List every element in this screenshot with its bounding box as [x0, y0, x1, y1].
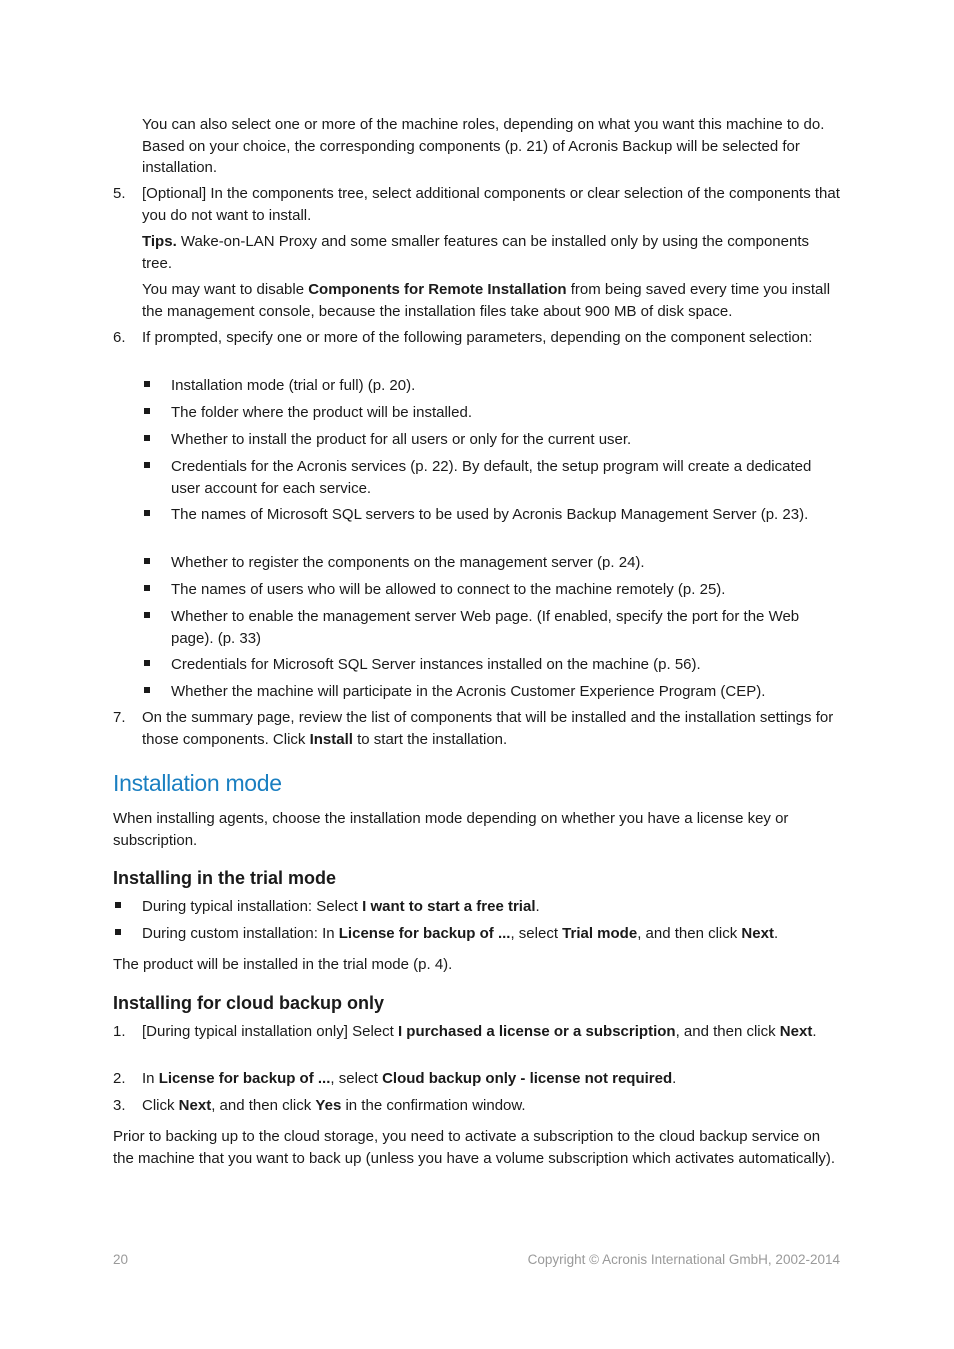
tips-label: Tips. — [142, 233, 177, 250]
trial-note: The product will be installed in the trial mode (p. 4). — [113, 956, 453, 973]
bullet-marker — [144, 462, 150, 468]
cloud-note: Prior to backing up to the cloud storage, you need to activate a subscription to the cloud backup service on the machine that you want to back up (unless you have a volume subscription which activates automatically). — [113, 1128, 836, 1167]
disable-text-pre: You may want to disable — [142, 281, 309, 298]
c2-post: . — [672, 1070, 677, 1087]
trial-b2-bold-3: Next — [741, 925, 774, 942]
trial-b2-pre: During custom installation: In — [142, 925, 339, 942]
step-5-number: 5. — [113, 185, 126, 202]
step-7-text-pre: On the summary page, review the list of components that will be installed and the installation settings for those components. Click — [142, 709, 834, 748]
list-item: The folder where the product will be installed. — [171, 404, 472, 421]
list-item: Installation mode (trial or full) (p. 20). — [171, 377, 416, 394]
bullet-marker — [144, 558, 150, 564]
list-item: Credentials for the Acronis services (p. 22). By default, the setup program will create a dedicated user account for each service. — [171, 458, 812, 497]
disable-paragraph — [142, 279, 842, 322]
bullet-marker — [144, 408, 150, 414]
list-item: Whether the machine will participate in the Acronis Customer Experience Program (CEP). — [171, 683, 766, 700]
page-number: 20 — [113, 1252, 129, 1267]
list-item — [142, 923, 842, 945]
bullet-marker — [115, 929, 121, 935]
trial-b1-pre: During typical installation: Select — [142, 898, 363, 915]
section-heading-installation-mode: Installation mode — [113, 770, 282, 796]
cloud-step-2-text — [142, 1068, 842, 1090]
c1-pre: [During typical installation only] Select — [142, 1023, 398, 1040]
roles-paragraph: You can also select one or more of the machine roles, depending on what you want this machine to do. Based on your choice, the corresponding components (p. 21) of Acronis Backup will be selected for installation. — [142, 116, 825, 176]
trial-b2-bold-2: Trial mode — [562, 925, 638, 942]
c3-post: in the confirmation window. — [341, 1097, 526, 1114]
bullet-marker — [144, 687, 150, 693]
bullet-marker — [144, 585, 150, 591]
list-item — [142, 896, 842, 918]
trial-b1-post: . — [535, 898, 540, 915]
disable-text-bold: Components for Remote Installation — [308, 281, 567, 298]
trial-b2-bold-1: License for backup of ... — [338, 925, 511, 942]
cloud-step-1-number: 1. — [113, 1023, 126, 1040]
list-item: Whether to install the product for all users or only for the current user. — [171, 431, 632, 448]
step-5-text: [Optional] In the components tree, select additional components or clear selection of the components that you do not want to install. — [142, 185, 840, 224]
c3-mid: , and then click — [211, 1097, 316, 1114]
bullet-marker — [144, 381, 150, 387]
trial-b1-bold: I want to start a free trial — [362, 898, 536, 915]
c2-mid: , select — [330, 1070, 383, 1087]
c1-bold-1: I purchased a license or a subscription — [397, 1023, 676, 1040]
bullet-marker — [144, 435, 150, 441]
c1-mid: , and then click — [675, 1023, 780, 1040]
step-7-number: 7. — [113, 709, 126, 726]
list-item: The names of users who will be allowed to connect to the machine remotely (p. 25). — [171, 581, 726, 598]
bullet-marker — [144, 510, 150, 516]
step-6-number: 6. — [113, 329, 126, 346]
step-7-text-post: to start the installation. — [352, 730, 508, 748]
list-item: Whether to register the components on the management server (p. 24). — [171, 554, 645, 571]
mode-intro: When installing agents, choose the installation mode depending on whether you have a license key or subscription. — [113, 810, 789, 849]
c3-bold-1: Next — [178, 1097, 212, 1114]
c3-bold-2: Yes — [315, 1097, 342, 1114]
step-6-text: If prompted, specify one or more of the following parameters, depending on the component selection: — [142, 329, 813, 346]
subheading-cloud-backup: Installing for cloud backup only — [113, 993, 385, 1013]
tips-paragraph — [142, 231, 842, 274]
copyright-notice: Copyright © Acronis International GmbH, 2002-2014 — [527, 1252, 840, 1267]
cloud-step-3-number: 3. — [113, 1097, 126, 1114]
c2-bold-1: License for backup of ... — [158, 1070, 331, 1087]
bullet-marker — [144, 612, 150, 618]
bullet-marker — [115, 902, 121, 908]
list-item: The names of Microsoft SQL servers to be used by Acronis Backup Management Server (p. 23). — [171, 506, 809, 523]
step-7-text-bold: Install — [309, 730, 353, 748]
c2-pre: In — [142, 1070, 159, 1087]
list-item: Whether to enable the management server Web page. (If enabled, specify the port for the Web page). (p. 33) — [171, 608, 800, 647]
bullet-marker — [144, 660, 150, 666]
step-7-text — [142, 707, 842, 750]
disable-text-post: from being saved every time you install the management console, because the installation files take about 900 MB of disk space. — [142, 281, 831, 320]
cloud-step-3-text — [142, 1095, 842, 1117]
subheading-trial-mode: Installing in the trial mode — [113, 868, 337, 888]
cloud-step-2-number: 2. — [113, 1070, 126, 1087]
list-item: Credentials for Microsoft SQL Server instances installed on the machine (p. 56). — [171, 656, 701, 673]
trial-b2-post: . — [773, 925, 779, 942]
c2-bold-2: Cloud backup only - license not required — [382, 1070, 673, 1087]
c3-pre: Click — [142, 1097, 179, 1114]
tips-text: Wake-on-LAN Proxy and some smaller features can be installed only by using the components tree. — [142, 233, 809, 272]
trial-b2-mid-2: , and then click — [637, 925, 742, 942]
trial-b2-mid-1: , select — [510, 925, 563, 942]
c1-bold-2: Next — [779, 1023, 813, 1040]
c1-post: . — [812, 1023, 817, 1040]
cloud-step-1-text — [142, 1021, 842, 1043]
